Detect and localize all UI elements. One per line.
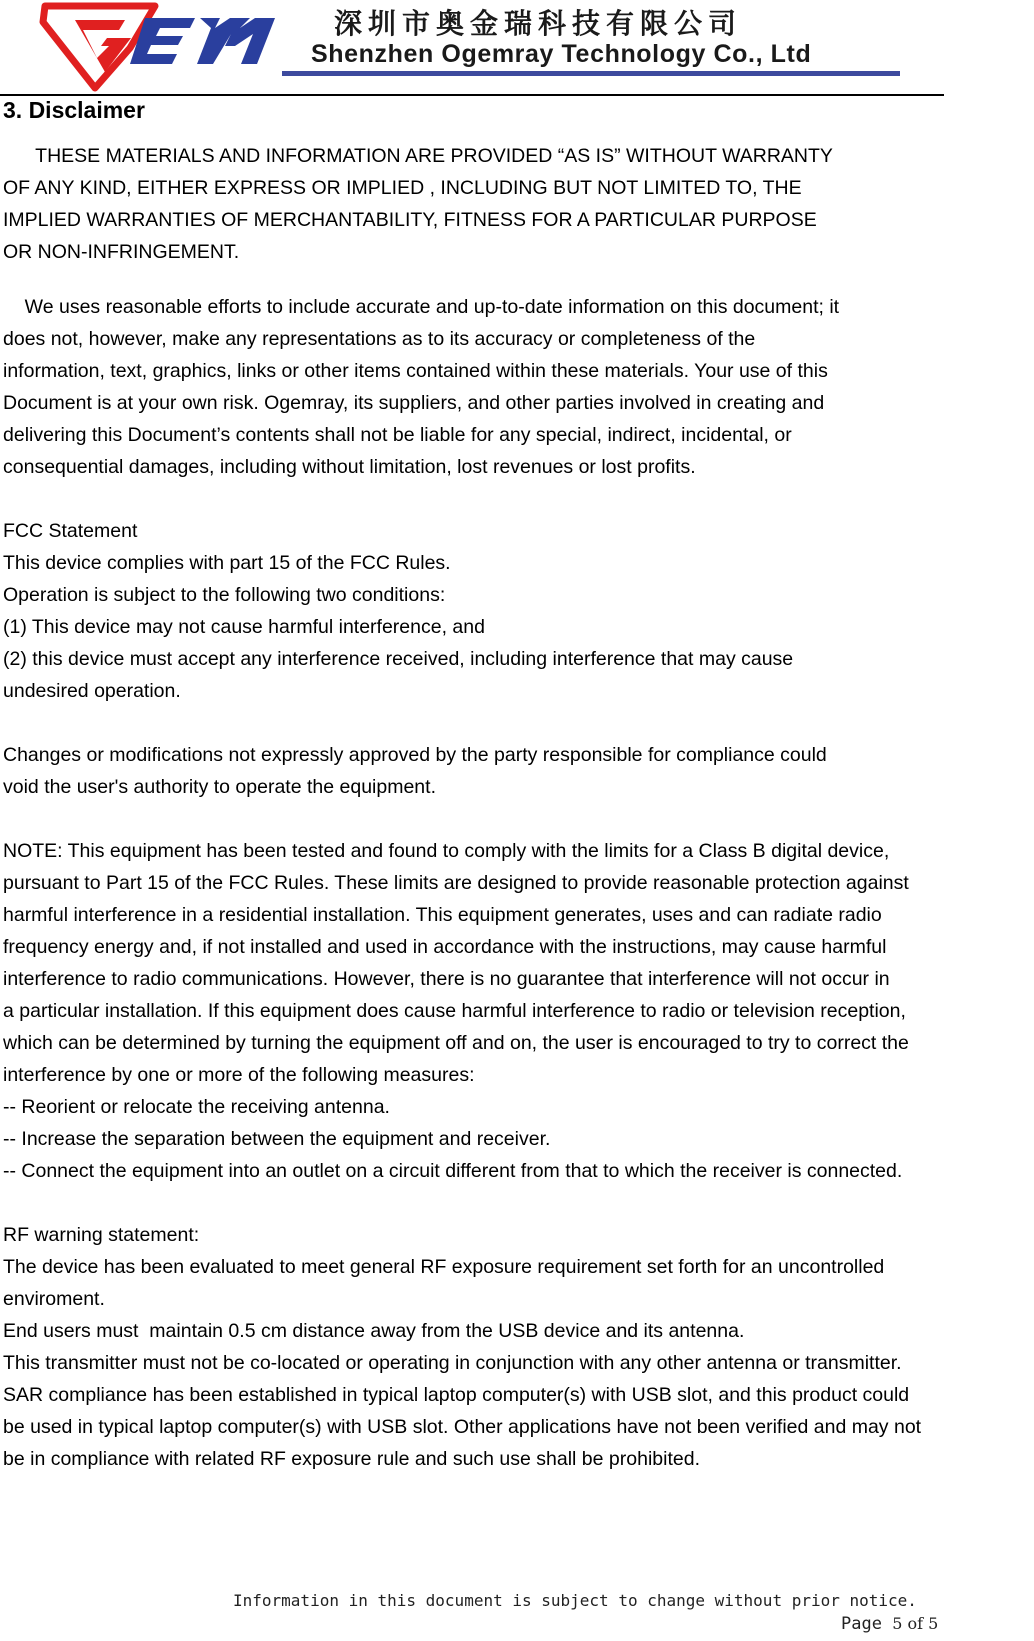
text-line: SAR compliance has been established in typical laptop computer(s) with USB slot, and this product could	[3, 1384, 910, 1406]
text-line: interference to radio communications. However, there is no guarantee that interference will not occur in	[3, 968, 890, 990]
text-line: consequential damages, including without limitation, lost revenues or lost profits.	[3, 456, 696, 478]
text-line: does not, however, make any representations as to its accuracy or completeness of the	[3, 328, 756, 350]
text-line: enviroment.	[3, 1288, 105, 1310]
page-count: 5 of 5	[892, 1614, 939, 1633]
text-line: This device complies with part 15 of the FCC Rules.	[3, 552, 451, 574]
text-line: THESE MATERIALS AND INFORMATION ARE PROVIDED “AS IS” WITHOUT WARRANTY	[3, 145, 833, 167]
text-line: a particular installation. If this equipment does cause harmful interference to radio or television reception,	[3, 1000, 906, 1022]
text-line: undesired operation.	[3, 680, 181, 702]
measure-item: -- Reorient or relocate the receiving antenna.	[3, 1096, 390, 1118]
text-line: information, text, graphics, links or other items contained within these materials. Your use of this	[3, 360, 828, 382]
company-name-english: Shenzhen Ogemray Technology Co., Ltd	[311, 40, 812, 68]
company-name-underline	[282, 71, 900, 76]
text-line: Document is at your own risk. Ogemray, its suppliers, and other parties involved in creating and	[3, 392, 825, 414]
measure-item: -- Connect the equipment into an outlet on a circuit different from that to which the receiver is connected.	[3, 1160, 903, 1182]
text-line: interference by one or more of the following measures:	[3, 1064, 475, 1086]
text-line: End users must maintain 0.5 cm distance away from the USB device and its antenna.	[3, 1320, 745, 1342]
text-line: delivering this Document’s contents shall not be liable for any special, indirect, incidental, or	[3, 424, 792, 446]
text-line: frequency energy and, if not installed and used in accordance with the instructions, may cause harmful	[3, 936, 887, 958]
text-line: Changes or modifications not expressly approved by the party responsible for compliance could	[3, 744, 827, 766]
text-line: NOTE: This equipment has been tested and found to comply with the limits for a Class B digital device,	[3, 840, 890, 862]
text-line: which can be determined by turning the equipment off and on, the user is encouraged to try to correct the	[3, 1032, 909, 1054]
text-line: void the user's authority to operate the equipment.	[3, 776, 436, 798]
company-name-chinese: 深圳市奥金瑞科技有限公司	[334, 7, 743, 40]
rf-heading: RF warning statement:	[3, 1224, 200, 1246]
footer-notice: Information in this document is subject to change without prior notice.	[233, 1591, 917, 1610]
text-line: (2) this device must accept any interference received, including interference that may cause	[3, 648, 794, 670]
page-label: Page	[841, 1614, 893, 1634]
text-line: OF ANY KIND, EITHER EXPRESS OR IMPLIED , INCLUDING BUT NOT LIMITED TO, THE	[3, 177, 802, 199]
company-logo	[35, 0, 280, 92]
page-number	[841, 1614, 938, 1634]
text-line: be in compliance with related RF exposure rule and such use shall be prohibited.	[3, 1448, 700, 1470]
text-line: This transmitter must not be co-located or operating in conjunction with any other antenna or transmitter.	[3, 1352, 902, 1374]
text-line: (1) This device may not cause harmful interference, and	[3, 616, 485, 638]
text-line: pursuant to Part 15 of the FCC Rules. These limits are designed to provide reasonable protection against	[3, 872, 909, 894]
document-header	[0, 0, 1034, 96]
header-divider	[0, 94, 944, 96]
text-line: Operation is subject to the following two conditions:	[3, 584, 446, 606]
section-title: 3. Disclaimer	[3, 97, 145, 123]
text-line: harmful interference in a residential installation. This equipment generates, uses and can radiate radio	[3, 904, 882, 926]
text-line: We uses reasonable efforts to include accurate and up-to-date information on this document; it	[3, 296, 840, 318]
text-line: The device has been evaluated to meet general RF exposure requirement set forth for an uncontrolled	[3, 1256, 885, 1278]
text-line: be used in typical laptop computer(s) with USB slot. Other applications have not been verified and may not	[3, 1416, 922, 1438]
text-line: OR NON-INFRINGEMENT.	[3, 241, 240, 263]
measure-item: -- Increase the separation between the equipment and receiver.	[3, 1128, 551, 1150]
fcc-heading: FCC Statement	[3, 520, 138, 542]
text-line: IMPLIED WARRANTIES OF MERCHANTABILITY, FITNESS FOR A PARTICULAR PURPOSE	[3, 209, 817, 231]
